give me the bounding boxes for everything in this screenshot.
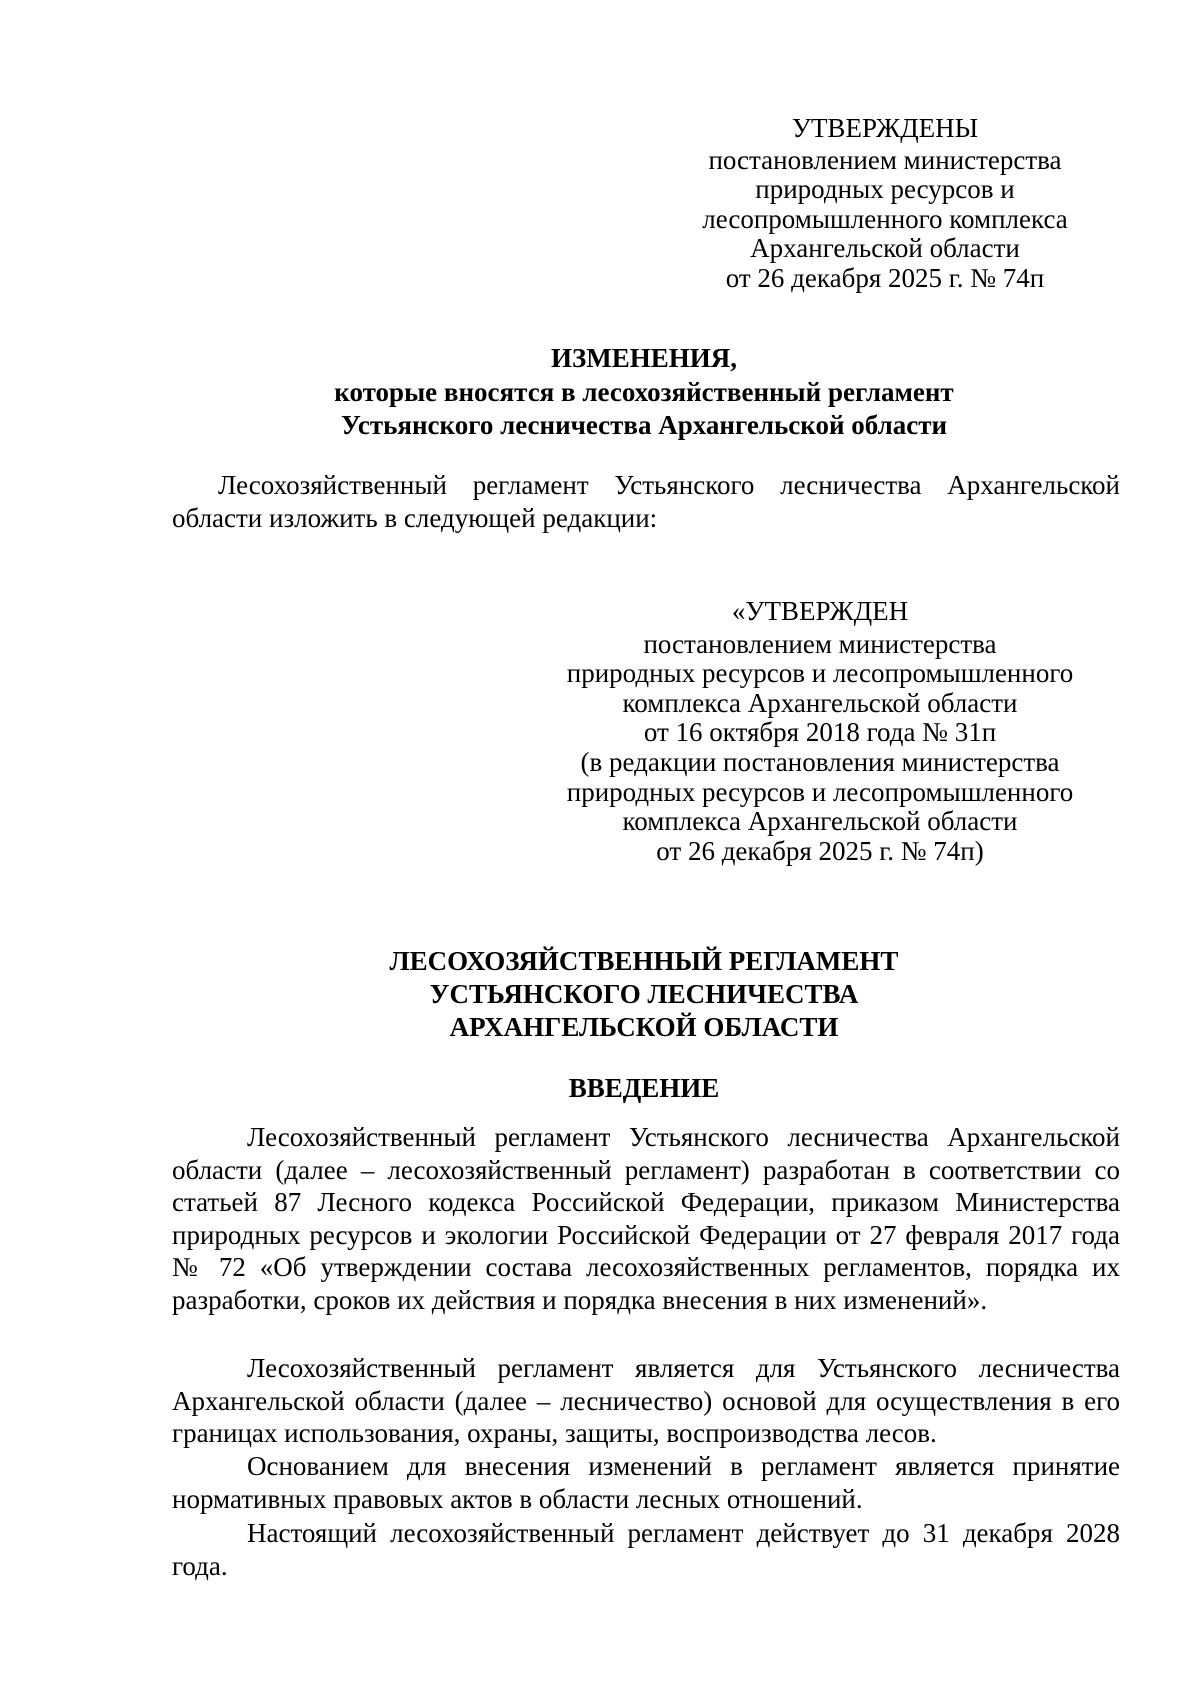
quoted-stamp-line: природных ресурсов и лесопромышленного <box>566 658 1074 689</box>
approval-stamp <box>675 114 1095 294</box>
introduction-paragraph: Настоящий лесохозяйственный регламент действует до 31 декабря 2028 года. <box>172 1518 1120 1581</box>
regulation-title-line: УСТЬЯНСКОГО ЛЕСНИЧЕСТВА <box>429 979 859 1009</box>
introduction-heading: ВВЕДЕНИЕ <box>568 1073 720 1103</box>
quoted-stamp-line: комплекса Архангельской области <box>622 806 1018 837</box>
approval-stamp-line: от 26 декабря 2025 г. № 74п <box>725 262 1045 293</box>
approval-stamp-title: УТВЕРЖДЕНЫ <box>791 113 979 143</box>
quoted-approval-stamp <box>550 597 1090 866</box>
quoted-stamp-title: «УТВЕРЖДЕН <box>731 596 909 626</box>
introduction-paragraph: Основанием для внесения изменений в регламент является принятие нормативных правовых актов в области лесных отношений. <box>172 1451 1120 1514</box>
introduction-paragraph: Лесохозяйственный регламент Устьянского лесничества Архангельской области (далее – лесохозяйственный регламент) разработан в соответствии со статьей 87 Лесного кодекса Российской Федерации, приказом Министерства природных ресурсов и экологии Российской Федерации от 27 февраля 2017 года № 72 «Об утверждении состава лесохозяйственных регламентов, порядка их разработки, сроков их действия и порядка внесения в них изменений». <box>172 1122 1120 1315</box>
quoted-stamp-line: постановлением министерства <box>643 628 997 659</box>
quoted-stamp-line: природных ресурсов и лесопромышленного <box>566 776 1074 807</box>
quoted-stamp-line: комплекса Архангельской области <box>622 687 1018 718</box>
approval-stamp-line: лесопромышленного комплекса <box>702 203 1068 234</box>
changes-heading-line: Устьянского лесничества Архангельской области <box>340 410 948 440</box>
quoted-stamp-line: от 26 декабря 2025 г. № 74п) <box>656 835 984 866</box>
changes-heading <box>170 342 1118 443</box>
changes-heading-line: которые вносятся в лесохозяйственный регламент <box>334 376 954 407</box>
approval-stamp-line: Архангельской области <box>750 233 1020 264</box>
approval-stamp-line: постановлением министерства <box>708 144 1062 175</box>
quoted-stamp-line: от 16 октября 2018 года № 31п <box>643 717 997 748</box>
regulation-title-line: ЛЕСОХОЗЯЙСТВЕННЫЙ РЕГЛАМЕНТ <box>389 946 899 976</box>
introduction-paragraph: Лесохозяйственный регламент является для Устьянского лесничества Архангельской области (далее – лесничество) основой для осуществления в его границах использования, охраны, защиты, воспроизводства лесов. <box>172 1353 1120 1448</box>
regulation-title <box>170 945 1118 1044</box>
regulation-title-line: АРХАНГЕЛЬСКОЙ ОБЛАСТИ <box>449 1012 839 1042</box>
changes-heading-line: ИЗМЕНЕНИЯ, <box>550 343 737 373</box>
edit-instruction: Лесохозяйственный регламент Устьянского лесничества Архангельской области изложить в следующей редакции: <box>172 470 1120 533</box>
quoted-stamp-line: (в редакции постановления министерства <box>580 746 1060 777</box>
approval-stamp-line: природных ресурсов и <box>755 174 1015 205</box>
